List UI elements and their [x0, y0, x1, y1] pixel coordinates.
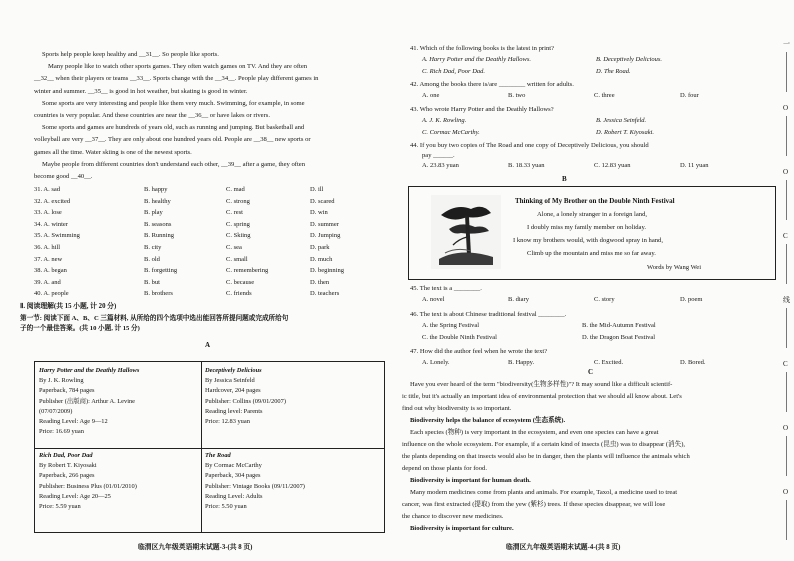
margin-dash-line [786, 116, 787, 156]
left-page-footer: 临渭区九年级英语期末试题-3-(共 8 页) [138, 544, 253, 551]
answer-option: D. The Road. [596, 68, 631, 75]
question-stem: 41. Which of the following books is the latest in print? [410, 45, 555, 52]
answer-option: B. Happy. [508, 359, 535, 366]
passage-line: Many people like to watch other sports games. They often watch games on TV. And they are often [48, 63, 308, 71]
option-item: C. rest [226, 209, 243, 217]
section-title: Ⅱ. 阅读理解(共 15 小题, 计 20 分) [20, 303, 117, 310]
option-item: 40. A. people [34, 290, 69, 298]
option-item: B. forgetting [144, 267, 178, 275]
passage-heading: Biodiversity is important for human death. [410, 477, 531, 484]
poem-title: Thinking of My Brother on the Double Ninth Festival [515, 197, 675, 205]
option-item: D. beginning [310, 267, 344, 275]
book-detail: Reading Level: Age 20—25 [39, 492, 111, 500]
passage-line: cancer, was first extracted (提取) from the yew (紫杉) trees. If these species disappear, we will lose [402, 501, 666, 508]
binding-margin [779, 0, 794, 561]
margin-mark: C [783, 360, 788, 368]
option-item: D. much [310, 255, 333, 263]
answer-option: C. three [594, 92, 615, 99]
book-detail: Paperback, 266 pages [39, 472, 95, 480]
question-stem: 43. Who wrote Harry Potter and the Deathly Hallows? [410, 106, 554, 113]
option-item: B. healthy [144, 197, 171, 205]
question-stem: 42. Among the books there is/are ________ written for adults. [410, 81, 574, 88]
option-item: C. sea [226, 244, 242, 251]
poem-line: I know my brothers would, with dogwood spray in hand, [513, 237, 663, 244]
answer-option: B. Deceptively Delicious. [596, 56, 663, 63]
option-item: D. win [310, 209, 328, 217]
option-item: 31. A. sad [34, 186, 60, 193]
answer-option: D. Bored. [680, 359, 706, 366]
book-title: Deceptively Delicious [205, 367, 262, 374]
option-item: C. mad [226, 186, 245, 193]
passage-heading: Biodiversity is important for culture. [410, 525, 514, 532]
tree-illustration-icon [431, 195, 501, 269]
option-item: D. summer [310, 220, 339, 228]
answer-option: C. story [594, 296, 615, 303]
poem-box [408, 186, 776, 280]
book-detail: By Robert T. Kiyosaki [39, 462, 97, 470]
option-item: B. but [144, 278, 160, 286]
book-detail: Publisher (出版商): Arthur A. Levine [39, 397, 136, 405]
question-stem: 46. The text is about Chinese traditional festival ________. [410, 311, 567, 318]
option-item: 37. A. new [34, 255, 63, 263]
option-item: B. Running [144, 232, 174, 240]
passage-line: the chance to discover new medicines. [402, 513, 504, 520]
section-instruction-2: 子的一个最佳答案。(共 10 小题, 计 15 分) [20, 325, 140, 332]
book-detail: By Cormac McCarthy [205, 462, 262, 470]
option-item: B. seasons [144, 220, 172, 228]
option-item: C. friends [226, 290, 252, 298]
book-card-the-road [205, 451, 305, 512]
answer-option: B. 18.33 yuan [508, 162, 545, 169]
answer-option: D. the Dragon Boat Festival [582, 334, 656, 341]
answer-option: A. 23.83 yuan [422, 162, 459, 169]
option-item: B. happy [144, 186, 168, 193]
margin-mark: O [783, 488, 789, 496]
option-item: D. park [310, 244, 330, 251]
passage-line: volleyball are very __37__. They are only about one hundred years old. People are __38__ new sports or [34, 136, 311, 144]
book-detail: Reading Level: Age 9—12 [39, 418, 108, 426]
book-title: The Road [205, 452, 231, 459]
answer-option: A. Harry Potter and the Deathly Hallows. [422, 56, 532, 63]
option-item: D. ill [310, 186, 324, 193]
card-divider-horizontal [35, 448, 384, 449]
passage-line: Each species (物种) is very important in the ecosystem, and even one species can have a great [410, 429, 659, 436]
option-item: B. city [144, 244, 162, 251]
book-card-harry-potter [39, 366, 139, 437]
book-detail: Reading Level: Adults [205, 492, 263, 500]
passage-line: the plants depending on that insects would also be in danger, then the plants will influence the animals which [402, 453, 690, 460]
right-page-footer: 临渭区九年级英语期末试题-4-(共 8 页) [506, 544, 621, 551]
option-item: D. scared [310, 197, 335, 205]
book-detail: Hardcover, 204 pages [205, 387, 261, 395]
option-item: 33. A. lose [34, 209, 62, 217]
passage-line: winter and summer. __35__ is good in hot weather, but skating is good in winter. [34, 87, 248, 95]
margin-mark: O [783, 424, 789, 432]
option-item: 34. A. winter [34, 220, 68, 228]
answer-option: B. diary [508, 296, 529, 303]
margin-dash-line [786, 244, 787, 284]
option-item: D. then [310, 278, 330, 286]
book-detail: Reading level: Parents [205, 407, 263, 415]
book-detail: Paperback, 304 pages [205, 472, 261, 480]
margin-dash-line [786, 372, 787, 412]
question-stem: 45. The text is a ________. [410, 285, 482, 292]
option-item: C. spring [226, 220, 250, 228]
passage-line: become good __40__. [34, 173, 93, 180]
option-item: B. play [144, 209, 163, 217]
option-item: D. teachers [310, 290, 340, 298]
book-card-deceptively-delicious [205, 366, 286, 427]
option-item: 38. A. began [34, 267, 67, 275]
book-detail: Price: 5.59 yuan [39, 503, 81, 511]
answer-option: C. Cormac McCarthy. [422, 129, 480, 136]
margin-dash-line [786, 308, 787, 348]
card-divider-vertical [201, 362, 202, 532]
book-detail: Publisher: Business Plus (01/01/2010) [39, 482, 137, 490]
margin-dash-line [786, 52, 787, 92]
book-detail: Paperback, 784 pages [39, 387, 95, 395]
passage-line: Some sports and games are hundreds of years old, such as running and jumping. But basketball and [42, 124, 305, 132]
book-detail: Price: 12.83 yuan [205, 418, 250, 426]
answer-option: D. 11 yuan [680, 162, 709, 169]
passage-line: games all the time. Water skiing is one of the newest sports. [34, 148, 192, 156]
option-item: C. strong [226, 197, 250, 205]
answer-option: C. Rich Dad, Poor Dad. [422, 68, 486, 75]
book-detail: Price: 5.50 yuan [205, 503, 247, 511]
answer-option: B. the Mid-Autumn Festival [582, 322, 656, 329]
book-detail: By J. K. Rowling [39, 377, 84, 385]
answer-option: A. Lonely. [422, 359, 450, 366]
margin-dash-line [786, 436, 787, 476]
passage-line: find out why biodiversity is so important. [402, 405, 512, 412]
answer-option: A. J. K. Rowling. [422, 117, 467, 124]
answer-option: A. novel [422, 296, 445, 303]
answer-option: D. four [680, 92, 699, 99]
option-item: B. old [144, 255, 160, 263]
question-stem: 44. If you buy two copies of The Road and one copy of Deceptively Delicious, you should [410, 142, 649, 149]
answer-option: C. 12.83 yuan [594, 162, 631, 169]
passage-c-letter: C [588, 368, 594, 376]
passage-line: Many modern medicines come from plants and animals. For example, Taxol, a medicine used to treat [410, 489, 678, 496]
option-item: 39. A. and [34, 278, 61, 286]
passage-a-letter: A [205, 341, 211, 349]
poem-line: Climb up the mountain and miss me so far away. [527, 250, 656, 257]
book-title: Rich Dad, Poor Dad [39, 452, 93, 459]
option-item: C. Skiing [226, 232, 251, 240]
passage-line: Have you ever heard of the term "biodiversity(生物多样性)"? It may sound like a difficult scientif- [410, 381, 673, 388]
poem-credit: Words by Wang Wei [647, 264, 702, 271]
margin-mark: C [783, 232, 788, 240]
margin-mark: O [783, 104, 789, 112]
answer-option: B. Jessica Seinfeld. [596, 117, 647, 124]
margin-mark: O [783, 168, 789, 176]
poem-line: I doubly miss my family member on holiday. [527, 224, 646, 231]
book-detail: Publisher: Collins (09/01/2007) [205, 397, 286, 405]
passage-b-letter: B [562, 175, 567, 183]
answer-option: B. two [508, 92, 526, 99]
option-item: C. because [226, 278, 255, 286]
option-item: 36. A. hill [34, 244, 61, 251]
answer-option: A. the Spring Festival [422, 322, 480, 329]
margin-mark: 一 [783, 40, 790, 48]
book-card-rich-dad [39, 451, 137, 512]
passage-line: ic title, but it's actually an important idea of environmental protection that we should all know about. Let's [402, 393, 682, 400]
section-instruction-1: 第一节: 阅读下面 A、B、C 三篇材料, 从所给的四个选项中选出能回答所提问题或完成所给句 [20, 315, 289, 322]
answer-option: D. Robert T. Kiyosaki. [596, 129, 655, 136]
book-cards [34, 361, 385, 533]
passage-line: __32__ when their players or teams __33__. Sports change with the __34__. People play different games in [34, 75, 319, 83]
question-stem: 47. How did the author feel when he wrote the text? [410, 348, 548, 355]
margin-dash-line [786, 500, 787, 540]
book-detail: Price: 16.69 yuan [39, 428, 84, 436]
book-detail: Publisher: Vintage Books (09/11/2007) [205, 482, 305, 490]
option-item: 32. A. excited [34, 197, 71, 205]
passage-line: Sports help people keep healthy and __31__. So people like sports. [42, 51, 219, 58]
passage-line: Some sports are very interesting and people like them very much. Swimming, for example, in some [42, 99, 305, 107]
passage-line: depend on those plants for food. [402, 465, 487, 472]
option-item: D. Jumping [310, 232, 341, 240]
option-item: B. brothers [144, 290, 173, 298]
passage-line: countries is very popular. And these countries are near the __36__ or have lakes or rivers. [34, 112, 271, 119]
option-item: C. small [226, 255, 248, 263]
passage-line: Maybe people from different countries don't understand each other, __39__ after a game, they often [42, 160, 305, 168]
option-item: 35. A. Swimming [34, 232, 80, 240]
answer-option: D. poem [680, 296, 703, 303]
margin-dash-line [786, 180, 787, 220]
book-detail: (07/07/2009) [39, 407, 73, 415]
answer-option: C. Excited. [594, 359, 624, 366]
book-title: Harry Potter and the Deathly Hallows [39, 367, 140, 374]
answer-option: A. one [422, 92, 440, 99]
margin-mark: 线 [783, 296, 790, 304]
passage-line: influence on the whole ecosystem. For example, if a certain kind of insects (昆虫) was to disappear (消失), [402, 441, 686, 448]
book-detail: By Jessica Seinfeld [205, 377, 255, 385]
option-item: C. remembering [226, 267, 269, 275]
question-stem-cont: pay ______. [422, 152, 455, 159]
passage-heading: Biodiversity helps the balance of ecosystem (生态系统). [410, 417, 566, 424]
answer-option: C. the Double Ninth Festival [422, 334, 497, 341]
poem-line: Alone, a lonely stranger in a foreign land, [537, 211, 648, 218]
